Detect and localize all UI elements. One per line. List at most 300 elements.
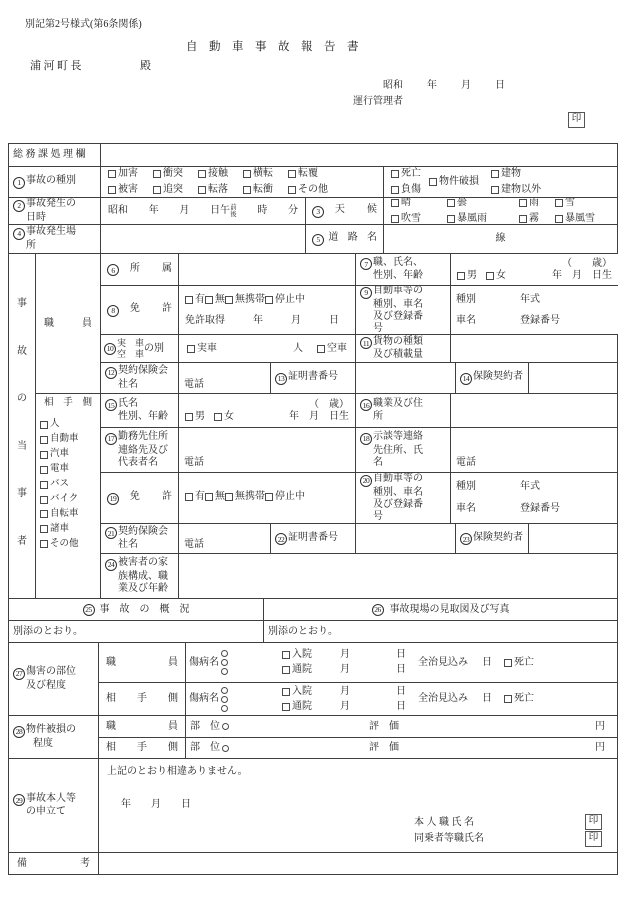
am-label: 前 (230, 203, 237, 211)
era-label: 昭和 (108, 205, 128, 216)
license-option (225, 491, 265, 503)
field9-number: 9 (360, 287, 372, 299)
checkbox-icon[interactable] (519, 199, 527, 207)
checkbox-label: その他 (50, 538, 79, 549)
checkbox-icon[interactable] (486, 272, 494, 280)
phone-label: 電話 (184, 457, 204, 468)
checkbox-icon[interactable] (288, 186, 296, 194)
field2-label-line2: 日時 (26, 211, 46, 223)
field2-label-cell (8, 197, 100, 224)
checkbox-icon[interactable] (519, 215, 527, 223)
checkbox-label: 無 (215, 491, 225, 502)
month-label: 月 (340, 649, 350, 660)
accident-result-option (429, 176, 479, 188)
recovery-estimate-label: 全治見込み (418, 656, 468, 668)
field13-label: 証明書番号 (288, 371, 338, 383)
checkbox-label: 雪 (565, 197, 575, 208)
phone-label: 電話 (184, 539, 204, 550)
weather-option (447, 213, 519, 224)
field15-value-cell (178, 393, 355, 427)
accident-type-option (288, 184, 333, 196)
field12-label-cell: 12 契約保険会 社名 (100, 362, 178, 393)
day-label: 日 (396, 685, 406, 697)
field23-value-cell (528, 523, 618, 553)
license-option (225, 294, 265, 306)
accident-type-option (108, 168, 153, 180)
checkbox-icon[interactable] (40, 451, 48, 459)
other-party-option (40, 479, 100, 490)
declaration-statement: 上記のとおり相違ありません。 (107, 766, 248, 777)
checkbox-label: 晴 (401, 197, 411, 208)
other-party-option (40, 509, 100, 520)
checkbox-icon[interactable] (40, 510, 48, 518)
checkbox-icon[interactable] (108, 170, 116, 178)
field25-number: 25 (83, 604, 95, 616)
checkbox-label: 停止中 (275, 293, 305, 305)
checkbox-icon[interactable] (40, 525, 48, 533)
field23-label-cell (455, 523, 528, 553)
field29-number: 29 (13, 794, 25, 806)
field17-label-cell: 17 勤務先住所 連絡先及び 代表者名 (100, 427, 178, 472)
field8-label: 免 許 (120, 303, 172, 315)
checkbox-icon[interactable] (317, 345, 325, 353)
birthdate-labels: 年 月 日生 (289, 410, 349, 422)
checkbox-icon[interactable] (243, 186, 251, 194)
checkbox-icon[interactable] (447, 199, 455, 207)
checkbox-icon[interactable] (40, 466, 48, 474)
sex-option (214, 411, 234, 423)
checkbox-icon[interactable] (198, 186, 206, 194)
field19-label-cell (100, 472, 178, 523)
checkbox-label: 無携帯 (235, 293, 265, 305)
field10-label-cell: 10 実 車 空 車 の別 (100, 334, 178, 362)
staff-side-cell (35, 253, 100, 393)
day-label: 日 (482, 656, 492, 668)
checkbox-icon[interactable] (205, 493, 213, 501)
checkbox-label: 汽車 (50, 449, 70, 460)
operations-manager-label: 運行管理者 (353, 96, 403, 107)
other-party-option (40, 434, 100, 445)
field8-number: 8 (107, 305, 119, 317)
checkbox-label: 衝突 (163, 168, 183, 179)
checkbox-icon[interactable] (504, 659, 512, 667)
day-label: 日 (396, 649, 406, 660)
weather-option (555, 197, 617, 209)
field6-number: 6 (107, 264, 119, 276)
checkbox-icon[interactable] (447, 215, 455, 223)
checkbox-label: バス (50, 478, 70, 489)
checkbox-icon[interactable] (555, 199, 563, 207)
checkbox-icon[interactable] (225, 493, 233, 501)
vehicle-type-label: 種別 (456, 481, 476, 492)
attached-note: 別添のとおり。 (13, 625, 83, 637)
checkbox-label: 転衝 (253, 184, 273, 195)
hospital-option (282, 701, 340, 713)
field20-label-cell: 20 自動車等の 種別、車名 及び登録番 号 (355, 472, 450, 523)
checkbox-label: 暴風雨 (457, 213, 487, 224)
field7-label-cell: 7 職、氏名、 性別、年齢 (355, 253, 450, 285)
checkbox-label: 霧 (529, 213, 539, 224)
checkbox-label: 女 (496, 269, 506, 281)
field20-number: 20 (360, 475, 372, 487)
checkbox-label: 自動車 (50, 434, 79, 445)
field14-label-cell (455, 362, 528, 393)
field15-label-cell: 15 氏名 性別、年齢 (100, 393, 178, 427)
license-option (265, 491, 305, 503)
addressee: 浦河町長 (30, 60, 84, 72)
checkbox-icon[interactable] (153, 170, 161, 178)
checkbox-icon[interactable] (391, 199, 399, 207)
am-pm-stack (230, 204, 237, 218)
checkbox-icon[interactable] (504, 695, 512, 703)
admin-section-value-cell (100, 143, 618, 166)
day-label: 日午 (210, 205, 231, 216)
checkbox-label: 入院 (292, 649, 312, 660)
field14-number: 14 (460, 373, 472, 385)
checkbox-label: その他 (298, 184, 328, 195)
checkbox-icon[interactable] (282, 688, 290, 696)
checkbox-label: 建物 (501, 168, 521, 179)
field27-number: 27 (13, 668, 25, 680)
field28-staff-row-cell (185, 715, 618, 737)
field27-other-row-label: 相 手 側 (98, 682, 185, 715)
recovery-estimate-label: 全治見込み (418, 693, 468, 704)
evaluation-label: 評 価 (369, 720, 399, 732)
hour-label: 時 (257, 205, 268, 216)
field24-value-cell (178, 553, 618, 598)
checkbox-label: 死亡 (401, 168, 421, 179)
seal-label: 印 (588, 816, 599, 827)
field22-value-cell (355, 523, 455, 553)
vehicle-registration-label: 登録番号 (520, 314, 560, 326)
weather-option (391, 197, 447, 209)
field23-number: 23 (460, 533, 472, 545)
field3-label: 天 候 (325, 204, 377, 216)
field28-other-row-cell (185, 737, 618, 758)
field1-type-options-cell (100, 166, 383, 197)
field11-value-cell (450, 334, 618, 362)
checkbox-label: 入院 (292, 685, 312, 697)
checkbox-icon[interactable] (243, 170, 251, 178)
field4-value-cell (100, 224, 305, 253)
hospital-option (282, 649, 340, 661)
field24-number: 24 (105, 559, 117, 571)
field13-label-cell (270, 362, 355, 393)
attached-note: 別添のとおり。 (268, 625, 338, 637)
field1-result-options-cell (383, 166, 618, 197)
field6-label: 所 属 (120, 262, 172, 274)
field7-value-cell (450, 253, 618, 285)
checkbox-icon[interactable] (457, 272, 465, 280)
field1-label-cell (8, 166, 100, 197)
field14-label: 保険契約者 (473, 371, 523, 383)
field3-number: 3 (312, 206, 324, 218)
vehicle-year-label: 年式 (520, 293, 540, 305)
phone-label: 電話 (184, 379, 204, 390)
field12-number: 12 (105, 367, 117, 379)
seal-label: 印 (571, 114, 582, 125)
field28-staff-row-label: 職 員 (98, 715, 185, 737)
injury-circles (221, 650, 228, 675)
weather-option (391, 213, 447, 224)
checkbox-icon[interactable] (391, 186, 399, 194)
accident-result-option (491, 168, 541, 180)
checkbox-label: 吹雪 (401, 213, 421, 224)
field2-label-line1: 事故発生の (26, 198, 76, 210)
checkbox-icon[interactable] (288, 170, 296, 178)
accident-result-option (391, 184, 421, 196)
field24-label-cell: 24 被害者の家 族構成、職 業及び年齢 (100, 553, 178, 598)
checkbox-icon[interactable] (153, 186, 161, 194)
sex-option (457, 270, 477, 282)
checkbox-label: 雨 (529, 197, 539, 208)
checkbox-icon[interactable] (265, 493, 273, 501)
field5-label-cell (305, 224, 383, 253)
parties-vertical-label: 事 故 の 当 事 者 (17, 298, 27, 547)
checkbox-icon[interactable] (40, 496, 48, 504)
field11-number: 11 (360, 337, 372, 349)
other-party-option (40, 464, 100, 475)
other-side-label: 相 手 側 (44, 398, 92, 408)
field1-number: 1 (13, 177, 25, 189)
staff-side-label: 職 員 (44, 317, 92, 329)
person-name-label: 本 人 職 氏 名 (414, 817, 474, 828)
injury-name-label: 傷病名 (189, 656, 219, 668)
field26-header-cell (263, 598, 618, 620)
checkbox-label: 通院 (292, 700, 312, 712)
checkbox-icon[interactable] (40, 481, 48, 489)
other-side-cell (35, 393, 100, 598)
license-acquired-label: 免許取得 (185, 314, 225, 326)
field19-value-cell (178, 472, 355, 523)
field17-phone-cell (178, 427, 355, 472)
checkbox-label: 負傷 (401, 184, 421, 195)
field5-label: 道 路 名 (325, 232, 377, 244)
checkbox-label: 女 (224, 410, 234, 422)
field18-phone-cell (450, 427, 618, 472)
checkbox-label: 加害 (118, 168, 138, 179)
checkbox-label: 建物以外 (501, 184, 541, 195)
checkbox-icon[interactable] (429, 178, 437, 186)
other-party-option (40, 419, 100, 430)
checkbox-label: 接触 (208, 168, 228, 179)
checkbox-label: 暴風雪 (565, 213, 595, 224)
checkbox-icon[interactable] (40, 540, 48, 548)
field29-label-cell: 29 事故本人等 の申立て (8, 758, 98, 852)
weather-option (555, 213, 617, 224)
checkbox-icon[interactable] (205, 296, 213, 304)
accident-type-option (108, 184, 153, 196)
field28-other-row-label: 相 手 側 (98, 737, 185, 758)
remarks-value-cell (98, 852, 618, 875)
checkbox-icon[interactable] (391, 215, 399, 223)
field25-header-cell (8, 598, 263, 620)
field9-label-cell: 9 自動車等の 種別、車名 及び登録番 号 (355, 285, 450, 334)
field5-number: 5 (312, 234, 324, 246)
checkbox-label: 男 (467, 269, 477, 281)
death-option (504, 657, 534, 669)
declaration-date: 年 月 日 (121, 799, 191, 810)
field18-number: 18 (360, 433, 372, 445)
field27-label-cell: 27 傷害の部位 及び程度 (8, 642, 98, 715)
parties-section-cell (8, 253, 35, 598)
checkbox-icon[interactable] (265, 296, 273, 304)
field26-note-cell (263, 620, 618, 642)
day-label: 日 (396, 664, 406, 675)
yen-label: 円 (595, 720, 605, 732)
age-parenthetical: （ 歳） (562, 257, 612, 269)
checkbox-label: 転落 (208, 184, 228, 195)
field21-number: 21 (105, 527, 117, 539)
field13-number: 13 (275, 373, 287, 385)
checkbox-label: 有 (195, 491, 205, 502)
part-circle (222, 723, 229, 730)
checkbox-icon[interactable] (185, 296, 193, 304)
checkbox-icon[interactable] (187, 345, 195, 353)
accident-type-option (198, 168, 243, 180)
remarks-label: 備 考 (17, 857, 90, 869)
field1-label: 事故の種別 (26, 175, 76, 187)
empty-option (317, 343, 347, 355)
accident-type-option (243, 168, 288, 180)
field10-number: 10 (104, 343, 116, 355)
loaded-option (187, 343, 217, 355)
field7-number: 7 (360, 258, 372, 270)
form-reference: 別記第2号様式(第6条関係) (25, 19, 142, 30)
year-label: 年 (148, 205, 159, 216)
vehicle-year-label: 年式 (520, 481, 540, 492)
field21-phone-cell (178, 523, 270, 553)
checkbox-label: バイク (50, 493, 79, 504)
field6-value-cell (178, 253, 355, 285)
checkbox-label: 男 (195, 410, 205, 422)
field22-label: 証明書番号 (288, 531, 338, 543)
field3-label-cell (305, 197, 383, 224)
injury-name-label: 傷病名 (189, 693, 219, 704)
field25-note-cell (8, 620, 263, 642)
checkbox-label: 無 (215, 293, 225, 305)
report-date-line (383, 80, 505, 92)
yen-label: 円 (595, 742, 605, 753)
field9-value-cell (450, 285, 618, 334)
field4-label-line1: 事故発生場 (26, 226, 76, 238)
field22-label-cell (270, 523, 355, 553)
checkbox-icon[interactable] (491, 170, 499, 178)
seal-box (585, 814, 602, 830)
field13-value-cell (355, 362, 455, 393)
road-line-suffix: 線 (495, 233, 506, 244)
day-label: 日 (396, 700, 406, 712)
field12-phone-cell (178, 362, 270, 393)
checkbox-label: 停止中 (275, 491, 305, 502)
field11-label-cell: 11 貨物の種類 及び積載量 (355, 334, 450, 362)
checkbox-label: 被害 (118, 184, 138, 195)
persons-unit-label: 人 (293, 342, 303, 354)
field17-number: 17 (105, 433, 117, 445)
hospital-option (282, 664, 340, 676)
field4-number: 4 (13, 228, 25, 240)
month-label: 月 (461, 80, 471, 91)
weather-option (519, 213, 555, 224)
checkbox-icon[interactable] (108, 186, 116, 194)
month-label: 月 (340, 700, 350, 712)
accident-result-option (491, 184, 541, 196)
checkbox-label: 無携帯 (235, 491, 265, 502)
checkbox-icon[interactable] (185, 493, 193, 501)
page-title: 自 動 車 事 故 報 告 書 (186, 41, 359, 53)
era-label: 昭和 (383, 80, 403, 91)
sex-option (185, 411, 205, 423)
checkbox-label: 自転車 (50, 508, 79, 519)
vehicle-name-label: 車名 (456, 503, 476, 514)
checkbox-icon[interactable] (491, 186, 499, 194)
passenger-name-label: 同乗者等職氏名 (414, 833, 484, 844)
field10-value-cell (178, 334, 355, 362)
checkbox-icon[interactable] (282, 666, 290, 674)
checkbox-label: 曇 (457, 197, 467, 208)
checkbox-icon[interactable] (391, 170, 399, 178)
hospital-option (282, 686, 340, 698)
accident-type-option (288, 168, 333, 180)
field27-staff-row-label: 職 員 (98, 642, 185, 682)
checkbox-icon[interactable] (40, 436, 48, 444)
month-label: 月 (291, 314, 301, 326)
checkbox-icon[interactable] (198, 170, 206, 178)
vehicle-type-label: 種別 (456, 293, 476, 305)
field19-label: 免 許 (120, 491, 172, 503)
field4-label-cell (8, 224, 100, 253)
field21-label-cell: 21 契約保険会 社名 (100, 523, 178, 553)
minute-label: 分 (287, 205, 298, 216)
field29-value-cell (98, 758, 618, 852)
seal-label: 印 (588, 833, 599, 844)
field4-label-line2: 所 (26, 239, 36, 251)
vehicle-registration-label: 登録番号 (520, 503, 560, 514)
part-circle (222, 745, 229, 752)
field26-label: 事故現場の見取図及び写真 (389, 603, 510, 615)
pm-label: 後 (230, 211, 237, 218)
license-option (205, 491, 225, 503)
remarks-label-cell (8, 852, 98, 875)
checkbox-label: 物件破損 (439, 176, 479, 187)
year-label: 年 (427, 80, 437, 91)
checkbox-label: 横転 (253, 168, 273, 179)
checkbox-icon[interactable] (282, 651, 290, 659)
death-option (504, 693, 534, 705)
checkbox-label: 死亡 (514, 693, 534, 704)
month-label: 月 (340, 685, 350, 697)
field28-number: 28 (13, 726, 25, 738)
checkbox-icon[interactable] (40, 421, 48, 429)
checkbox-icon[interactable] (185, 413, 193, 421)
admin-section-label: 総務課処理欄 (13, 149, 88, 160)
admin-section-cell (8, 143, 100, 166)
field26-number: 26 (372, 604, 384, 616)
field16-value-cell (450, 393, 618, 427)
checkbox-icon[interactable] (225, 296, 233, 304)
checkbox-icon[interactable] (555, 215, 563, 223)
field10-suffix: の別 (144, 342, 165, 354)
field22-number: 22 (275, 533, 287, 545)
other-party-option (40, 539, 100, 550)
checkbox-icon[interactable] (282, 703, 290, 711)
checkbox-icon[interactable] (214, 413, 222, 421)
checkbox-label: 有 (195, 293, 205, 305)
seal-box (568, 112, 585, 128)
damage-part-label: 部 位 (190, 742, 220, 753)
field16-label-cell: 16 職業及び住 所 (355, 393, 450, 427)
field8-value-cell (178, 285, 355, 334)
